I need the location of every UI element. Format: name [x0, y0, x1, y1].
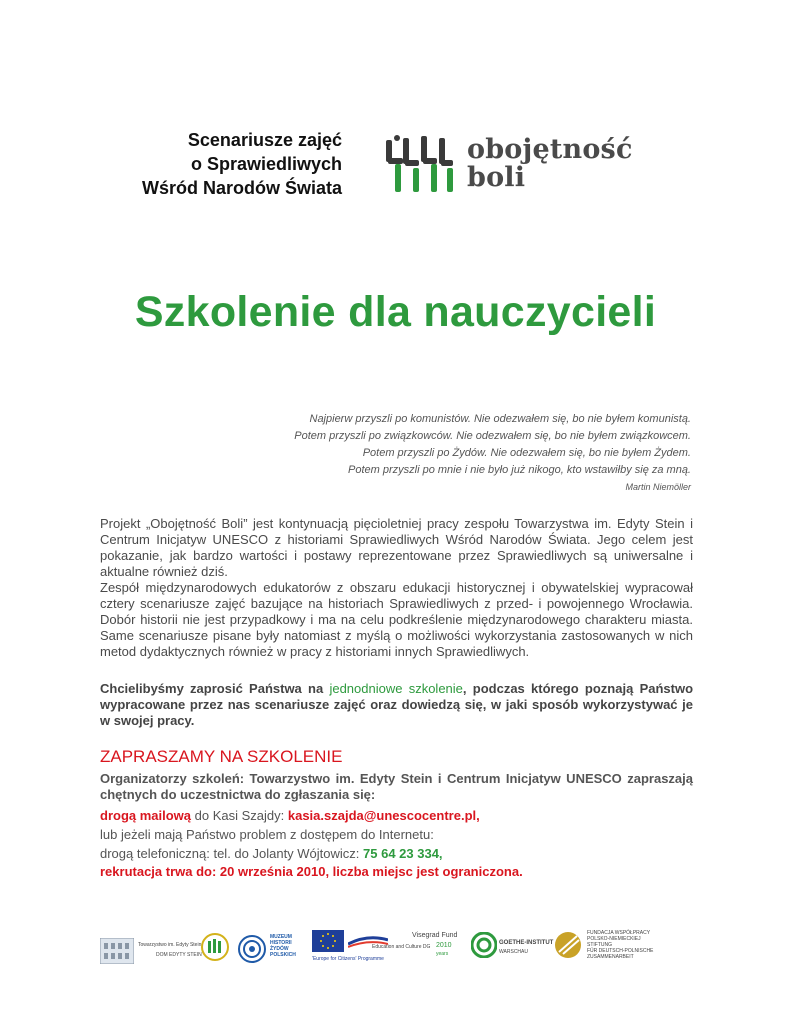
paragraph-project: Projekt „Obojętność Boli” jest kontynuacją pięcioletniej pracy zespołu Towarzystwa im. Edyty Stein i Centrum Inicjatyw UNESCO z historiami Sprawiedliwych Wśród Narodów Świata. Jego celem jest pokazanie, jak bardzo wartości i postawy reprezentowane przez Sprawiedliwych są uniwersalne i aktualne również dziś.: [100, 516, 693, 579]
invite-text-start: Chcielibyśmy zaprosić Państwa na: [100, 681, 330, 696]
eu-dg-text: Education and Culture DG: [372, 944, 431, 950]
hands-logo-icon: [385, 134, 463, 194]
quote-author: Martin Niemöller: [625, 482, 691, 492]
logo-text: [467, 136, 633, 192]
goethe-icon: [471, 932, 497, 958]
edyta-stein-house: DOM EDYTY STEIN: [156, 952, 202, 958]
fundacja-line-2: POLSKO-NIEMIECKIEJ: [587, 936, 641, 942]
goethe-name: GOETHE-INSTITUT: [499, 940, 554, 946]
edyta-stein-name: Towarzystwo im. Edyty Stein: [138, 942, 202, 948]
header-title-line-2: o Sprawiedliwych: [190, 154, 342, 174]
paragraph-team: Zespół międzynarodowych edukatorów z obszaru edukacji historycznej i obywatelskiej wypracował cztery scenariusze zajęć bazujące na historiach Sprawiedliwych z przed- i powojennego Wrocławia. Dobór historii nie jest przypadkowy i ma na celu podkreślenie międzynarodowego charakteru miasta. Same scenariusze pisane były natomiast z myślą o możliwości wykorzystania zastosowanych w nich metod dydaktycznych również w pracy z historiami innych Sprawiedliwych.: [100, 580, 693, 659]
fundacja-line-3: STIFTUNG: [587, 942, 612, 948]
logo-text-line-2: boli: [467, 162, 526, 193]
organizers-text: Organizatorzy szkoleń: Towarzystwo im. Edyty Stein i Centrum Inicjatyw UNESCO zapraszają chętnych do uczestnictwa do zgłaszania się:: [100, 771, 693, 802]
fundacja-icon: [553, 930, 583, 960]
email-link[interactable]: kasia.szajda@unescocentre.pl,: [287, 808, 480, 823]
recruitment-deadline: rekrutacja trwa do: 20 września 2010, liczba miejsc jest ograniczona.: [100, 864, 523, 879]
phone-label: drogą telefoniczną: tel. do Jolanty Wójtowicz:: [100, 846, 364, 861]
eu-flag-icon: [312, 930, 344, 952]
museum-line-3: ŻYDÓW: [270, 946, 289, 952]
paragraph-invite: [100, 681, 693, 729]
fundacja-line-4: FÜR DEUTSCH-POLNISCHE: [587, 948, 654, 954]
visegrad-years: years: [436, 951, 449, 957]
header-title: [110, 128, 342, 200]
invitation-heading: ZAPRASZAMY NA SZKOLENIE: [100, 747, 343, 766]
visegrad-title: Visegrad Fund: [412, 932, 458, 939]
museum-line-2: HISTORII: [270, 940, 292, 946]
museum-line-4: POLSKICH: [270, 952, 296, 958]
quote-line-4: Potem przyszli po mnie i nie było już nikogo, kto wstawiłby się za mną.: [348, 464, 691, 476]
building-icon: [100, 938, 134, 964]
logo-text-line-1: obojętność: [467, 134, 633, 165]
quote-line-2: Potem przyszli po związkowców. Nie odezwałem się, bo nie byłem związkowcem.: [294, 430, 691, 442]
sponsor-logos: [100, 928, 690, 968]
museum-icon: [237, 934, 267, 964]
training-highlight: jednodniowe szkolenie: [329, 681, 463, 696]
email-label: drogą mailową: [100, 808, 192, 823]
quote: [294, 411, 691, 479]
eu-programme-text: 'Europe for Citizens' Programme: [312, 956, 384, 962]
centrum-unesco-icon: [200, 930, 230, 964]
invite-text-end: , podczas którego poznają Państwo wypracowane przez nas scenariusze zajęć oraz dowiedzą się, w jaki sposób wykorzystywać je w swojej pracy.: [100, 681, 694, 728]
phone-contact-line: [100, 846, 443, 862]
header-title-line-1: Scenariusze zajęć: [187, 130, 342, 150]
internet-note: lub jeżeli mają Państwo problem z dostępem do Internetu:: [100, 827, 434, 842]
quote-line-1: Najpierw przyszli po komunistów. Nie odezwałem się, bo nie byłem komunistą.: [309, 413, 691, 425]
museum-line-1: MUZEUM: [270, 934, 292, 940]
email-middle-text: do Kasi Szajdy:: [191, 808, 288, 823]
fundacja-line-5: ZUSAMMENARBEIT: [587, 954, 634, 960]
quote-line-3: Potem przyszli po Żydów. Nie odezwałem się, bo nie byłem Żydem.: [362, 447, 691, 459]
fundacja-line-1: FUNDACJA WSPÓŁPRACY: [587, 930, 651, 936]
visegrad-year: 2010: [436, 942, 452, 949]
phone-number: 75 64 23 334,: [363, 846, 443, 861]
email-contact-line: [100, 808, 480, 824]
page-title: Szkolenie dla nauczycieli: [134, 288, 657, 336]
header-title-line-3: Wśród Narodów Świata: [141, 178, 342, 198]
goethe-city: WARSCHAU: [499, 949, 528, 955]
obojetnosc-boli-logo: [385, 134, 665, 198]
